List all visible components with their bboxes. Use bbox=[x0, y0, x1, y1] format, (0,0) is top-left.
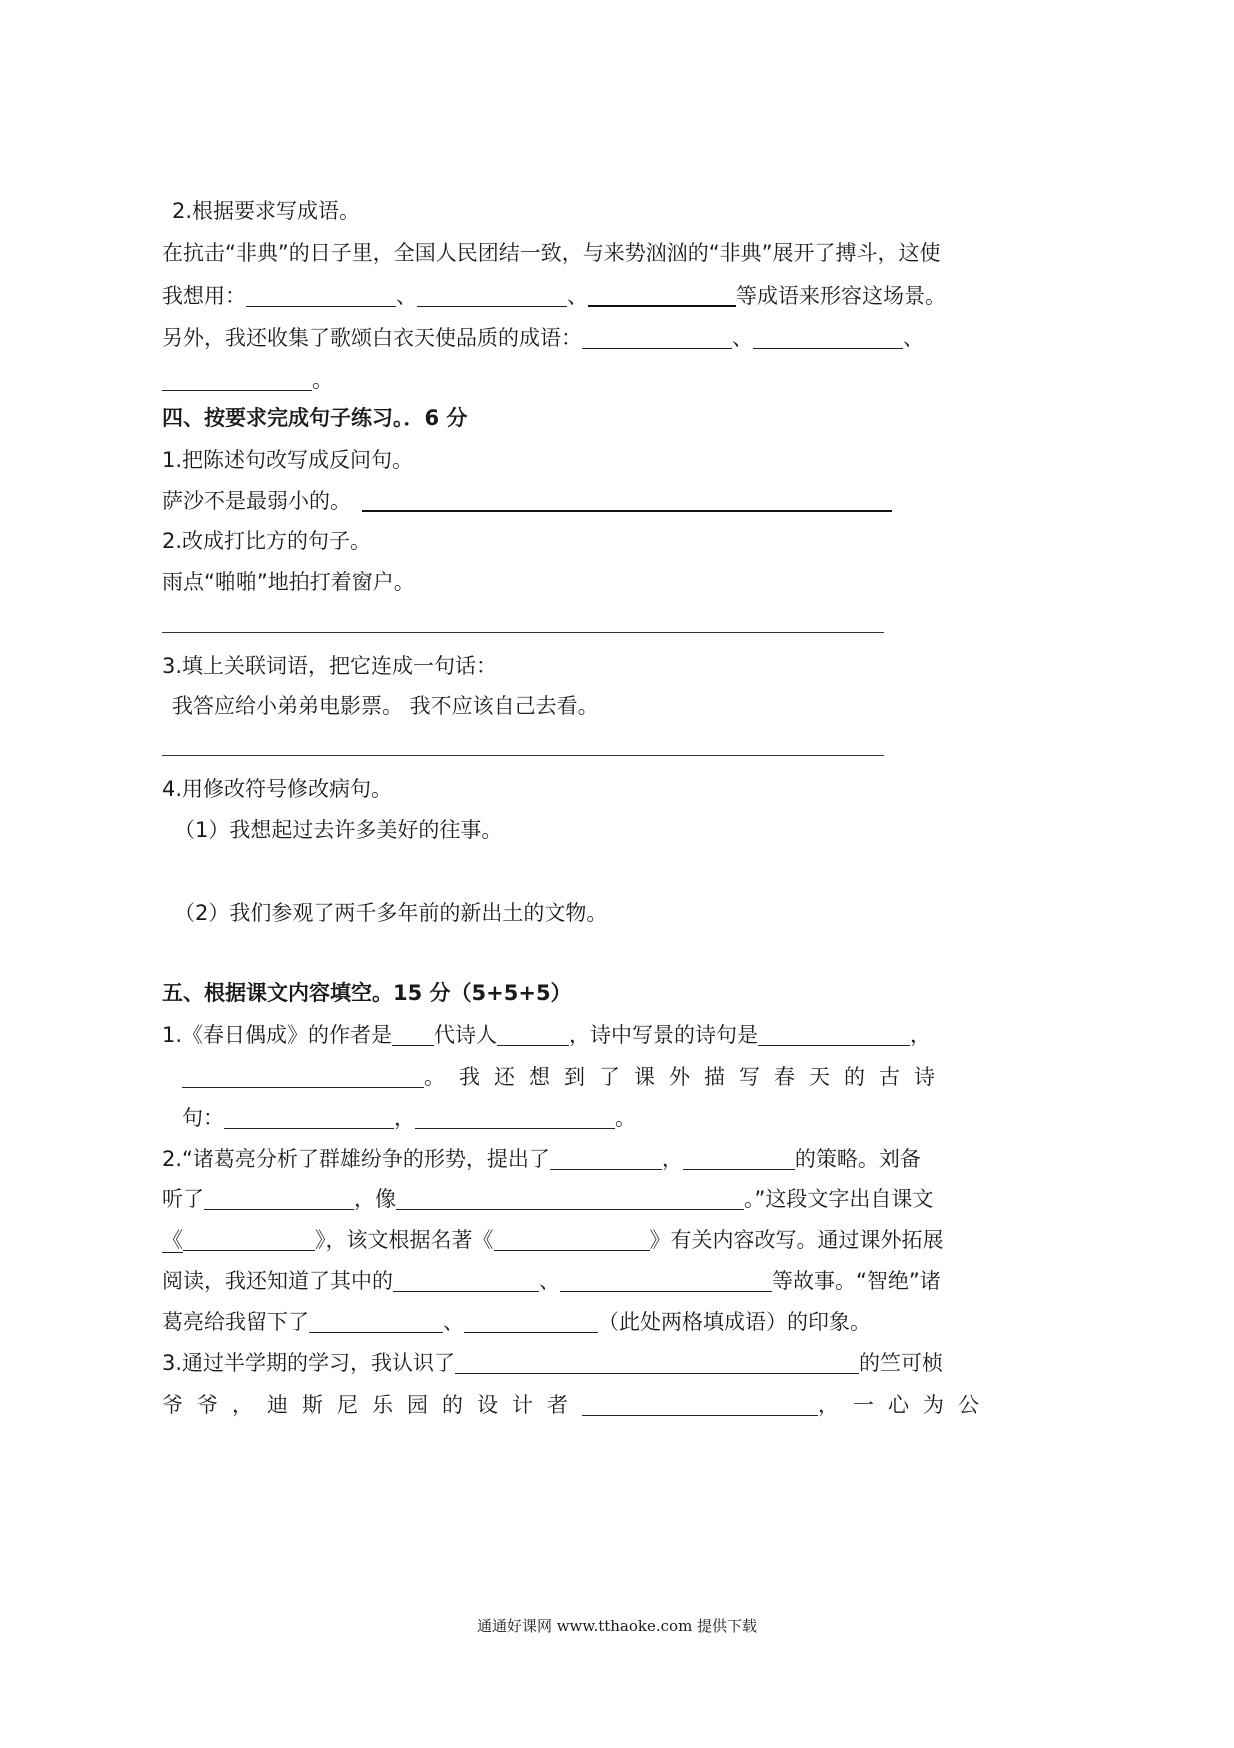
question-text bbox=[182, 1103, 636, 1133]
answer-blank[interactable] bbox=[162, 368, 312, 391]
answer-blank[interactable] bbox=[415, 1106, 615, 1129]
answer-blank[interactable] bbox=[560, 1269, 772, 1292]
text-segment: （此处两格填成语）的印象。 bbox=[598, 1310, 871, 1334]
text-segment: 。 bbox=[312, 368, 333, 392]
text-segment: 、 bbox=[396, 284, 417, 308]
answer-line[interactable] bbox=[162, 632, 884, 633]
text-segment: 等成语来形容这场景。 bbox=[736, 284, 946, 308]
answer-blank[interactable] bbox=[582, 1393, 818, 1416]
question-text bbox=[162, 486, 351, 516]
answer-blank[interactable] bbox=[417, 284, 567, 307]
answer-blank[interactable] bbox=[246, 284, 396, 307]
section-heading: 五、根据课文内容填空。15 分（5+5+5） bbox=[162, 981, 572, 1005]
question-text bbox=[162, 1266, 941, 1296]
text-segment: 的竺可桢 bbox=[859, 1351, 944, 1375]
text-segment: 另外，我还收集了歌颂白衣天使品质的成语： bbox=[162, 326, 582, 350]
answer-blank[interactable] bbox=[224, 1106, 394, 1129]
text-segment: ， bbox=[661, 1147, 683, 1171]
text-segment: 代诗人 bbox=[434, 1023, 498, 1047]
text-segment: 。我还想到了课外描写春天的古诗 bbox=[424, 1065, 949, 1089]
answer-blank[interactable] bbox=[582, 326, 732, 349]
question-text bbox=[182, 1062, 949, 1092]
question-text: 雨点“啪啪”地拍打着窗户。 bbox=[162, 570, 415, 594]
text-segment: 等故事。“智绝”诸 bbox=[772, 1269, 941, 1293]
answer-line[interactable] bbox=[162, 755, 884, 756]
answer-blank[interactable] bbox=[758, 1023, 910, 1046]
question-text bbox=[162, 281, 946, 311]
answer-blank[interactable] bbox=[464, 1310, 598, 1333]
page-footer: 通通好课网 www.tthaoke.com 提供下载 bbox=[476, 1617, 758, 1635]
text-segment: ，像 bbox=[354, 1187, 396, 1211]
answer-blank[interactable] bbox=[455, 1351, 859, 1374]
text-segment: 听了 bbox=[162, 1187, 204, 1211]
text-segment: 》有关内容改写。通过课外拓展 bbox=[649, 1228, 944, 1252]
sentence-item: （2）我们参观了两千多年前的新出土的文物。 bbox=[174, 901, 608, 925]
question-title: 1.把陈述句改写成反问句。 bbox=[162, 448, 414, 472]
question-title: 4.用修改符号修改病句。 bbox=[162, 777, 393, 801]
text-segment: 阅读，我还知道了其中的 bbox=[162, 1269, 393, 1293]
answer-blank[interactable] bbox=[396, 1187, 744, 1210]
text-segment: ，诗中写景的诗句是 bbox=[569, 1023, 759, 1047]
question-text bbox=[162, 1348, 943, 1378]
sentence-item: （1）我想起过去许多美好的往事。 bbox=[174, 818, 503, 842]
question-title: 2.根据要求写成语。 bbox=[172, 199, 361, 223]
text-segment: 萨沙不是最弱小的。 bbox=[162, 489, 351, 513]
text-segment: 爷爷，迪斯尼乐园的设计者 bbox=[162, 1393, 582, 1417]
text-segment: 。 bbox=[615, 1106, 636, 1130]
text-segment: 的策略。刘备 bbox=[794, 1147, 921, 1171]
answer-blank[interactable] bbox=[309, 1310, 443, 1333]
answer-blank[interactable] bbox=[393, 1269, 539, 1292]
answer-blank[interactable] bbox=[588, 283, 736, 307]
text-segment: ，一心为公 bbox=[818, 1393, 993, 1417]
answer-blank[interactable] bbox=[183, 1228, 315, 1251]
answer-blank[interactable] bbox=[753, 326, 903, 349]
question-text: 在抗击“非典”的日子里，全国人民团结一致，与来势汹汹的“非典”展开了搏斗，这使 bbox=[162, 241, 941, 265]
answer-blank[interactable] bbox=[683, 1147, 795, 1170]
question-title: 3.填上关联词语，把它连成一句话： bbox=[162, 654, 498, 678]
text-segment: 3.通过半学期的学习，我认识了 bbox=[162, 1351, 456, 1375]
text-segment: 我想用： bbox=[162, 284, 246, 308]
question-text bbox=[162, 1184, 933, 1214]
question-title: 2.改成打比方的句子。 bbox=[162, 529, 372, 553]
answer-blank[interactable] bbox=[550, 1147, 662, 1170]
question-text bbox=[162, 323, 924, 353]
text-segment: 、 bbox=[539, 1269, 560, 1293]
text-segment: 、 bbox=[903, 326, 924, 350]
question-text bbox=[162, 365, 333, 395]
text-segment: 2.“诸葛亮分析了群雄纷争的形势，提出了 bbox=[162, 1147, 550, 1171]
answer-blank[interactable] bbox=[182, 1065, 424, 1088]
text-segment: 、 bbox=[732, 326, 753, 350]
question-text bbox=[162, 1144, 921, 1174]
text-segment: 葛亮给我留下了 bbox=[162, 1310, 309, 1334]
text-segment: 、 bbox=[567, 284, 588, 308]
text-segment: 、 bbox=[443, 1310, 464, 1334]
answer-line[interactable] bbox=[362, 510, 892, 512]
question-text bbox=[162, 1390, 993, 1420]
question-text bbox=[162, 1225, 944, 1255]
question-text: 我答应给小弟弟电影票。 我不应该自己去看。 bbox=[172, 694, 599, 718]
answer-blank[interactable] bbox=[494, 1228, 650, 1251]
text-segment: 。”这段文字出自课文 bbox=[744, 1187, 934, 1211]
question-text bbox=[162, 1020, 931, 1050]
text-segment: ， bbox=[910, 1023, 932, 1047]
text-segment: 》，该文根据名著《 bbox=[315, 1228, 494, 1252]
text-segment: ， bbox=[394, 1106, 415, 1130]
answer-blank[interactable] bbox=[392, 1023, 434, 1046]
text-segment: 《 bbox=[162, 1228, 183, 1252]
section-heading: 四、按要求完成句子练习。．6 分 bbox=[162, 406, 468, 430]
text-segment: 句： bbox=[182, 1106, 224, 1130]
answer-blank[interactable] bbox=[204, 1187, 354, 1210]
answer-blank[interactable] bbox=[497, 1023, 569, 1046]
question-text bbox=[162, 1307, 871, 1337]
text-segment: 1.《春日偶成》的作者是 bbox=[162, 1023, 393, 1047]
